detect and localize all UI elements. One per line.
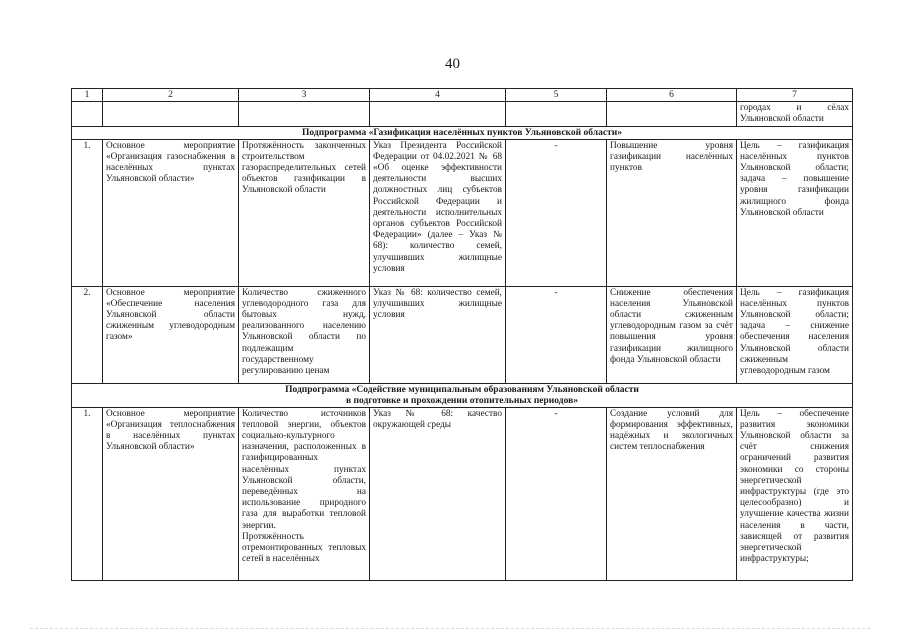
indicator-cell <box>239 407 370 580</box>
section-title-line-1: Подпрограмма «Содействие муниципальным образованиям Ульяновской области <box>285 384 639 395</box>
carry-over-row <box>72 102 853 126</box>
carry-cell-3 <box>239 102 370 126</box>
section-title-row <box>72 383 853 407</box>
effect-cell: Снижение обеспечения населения Ульяновской области сжиженным углеводородным газом за счёт повышения уровня газификации жилищного фонда Ульяновской области <box>607 286 737 383</box>
col-header-6: 6 <box>607 89 737 102</box>
effect-cell: Повышение уровня газификации населённых пунктов <box>607 139 737 286</box>
col-header-1: 1 <box>72 89 103 102</box>
indicator-text-2: Протяжённость отремонтированных тепловых сетей в населённых <box>242 531 366 565</box>
indicator-cell: Количество сжиженного углеводородного газа для бытовых нужд, реализованного населению Ульяновской области по подлежащим государственному регулированию ценам <box>239 286 370 383</box>
row-number: 2. <box>72 286 103 383</box>
measure-name: Основное мероприятие «Организация газоснабжения в населённых пунктах Ульяновской области» <box>103 139 239 286</box>
section-title-gasification: Подпрограмма «Газификация населённых пунктов Ульяновской области» <box>72 126 853 139</box>
carry-cell-4 <box>370 102 506 126</box>
indicator-text-1: Количество источников тепловой энергии, объектов социально-культурного назначения, расположенных в газифицированных населённых пунктах Ульяновской области, переведённых на использование природного газа для выработки тепловой энергии. <box>242 408 366 531</box>
col-header-5: 5 <box>506 89 607 102</box>
carry-cell-6 <box>607 102 737 126</box>
goal-cell: Цель – газификация населённых пунктов Ульяновской области; задача – снижение обеспечения населения Ульяновской области сжиженным углеводородным газом <box>737 286 853 383</box>
page-number: 40 <box>445 56 460 72</box>
section-title-row <box>72 126 853 139</box>
decree-indicator-cell: Указ № 68: количество семей, улучшивших жилищные условия <box>370 286 506 383</box>
effect-cell: Создание условий для формирования эффективных, надёжных и экологичных систем теплоснабжения <box>607 407 737 580</box>
col-header-4: 4 <box>370 89 506 102</box>
goal-cell: Цель – газификация населённых пунктов Ульяновской области; задача – повышение уровня газификации жилищного фонда Ульяновской области <box>737 139 853 286</box>
decree-indicator-cell: Указ Президента Российской Федерации от 04.02.2021 № 68 «Об оценке эффективности деятельности высших должностных лиц субъектов Российской Федерации и деятельности исполнительных органов субъектов Российской Федерации» (далее – Указ № 68): количество семей, улучшивших жилищные условия <box>370 139 506 286</box>
section-title-line-2: в подготовке и прохождении отопительных периодов» <box>346 395 578 406</box>
carry-cell-5 <box>506 102 607 126</box>
row-number: 1. <box>72 139 103 286</box>
carry-cell-7: городах и сёлах Ульяновской области <box>737 102 853 126</box>
goal-cell: Цель – обеспечение развития экономики Ульяновской области за счёт снижения ограничений развития экономики со стороны энергетической инфраструктуры (где это целесообразно) и улучшение качества жизни населения в части, зависящей от развития энергетической инфраструктуры; <box>737 407 853 580</box>
carry-cell-2 <box>103 102 239 126</box>
measure-name: Основное мероприятие «Организация теплоснабжения в населённых пунктах Ульяновской области» <box>103 407 239 580</box>
col5-value: - <box>506 139 607 286</box>
table-row <box>72 139 853 286</box>
table-row <box>72 407 853 580</box>
scan-edge-noise <box>30 628 870 633</box>
measures-table <box>71 88 853 581</box>
measure-name: Основное мероприятие «Обеспечение населения Ульяновской области сжиженным углеводородным газом» <box>103 286 239 383</box>
col-header-2: 2 <box>103 89 239 102</box>
table-row <box>72 286 853 383</box>
col5-value: - <box>506 407 607 580</box>
indicator-cell: Протяжённость законченных строительством газораспределительных сетей объектов газификации в Ульяновской области <box>239 139 370 286</box>
carry-cell-1 <box>72 102 103 126</box>
col5-value: - <box>506 286 607 383</box>
col-header-3: 3 <box>239 89 370 102</box>
section-title-heating <box>72 383 853 407</box>
decree-indicator-cell: Указ № 68: качество окружающей среды <box>370 407 506 580</box>
row-number: 1. <box>72 407 103 580</box>
col-header-7: 7 <box>737 89 853 102</box>
column-number-row <box>72 89 853 102</box>
